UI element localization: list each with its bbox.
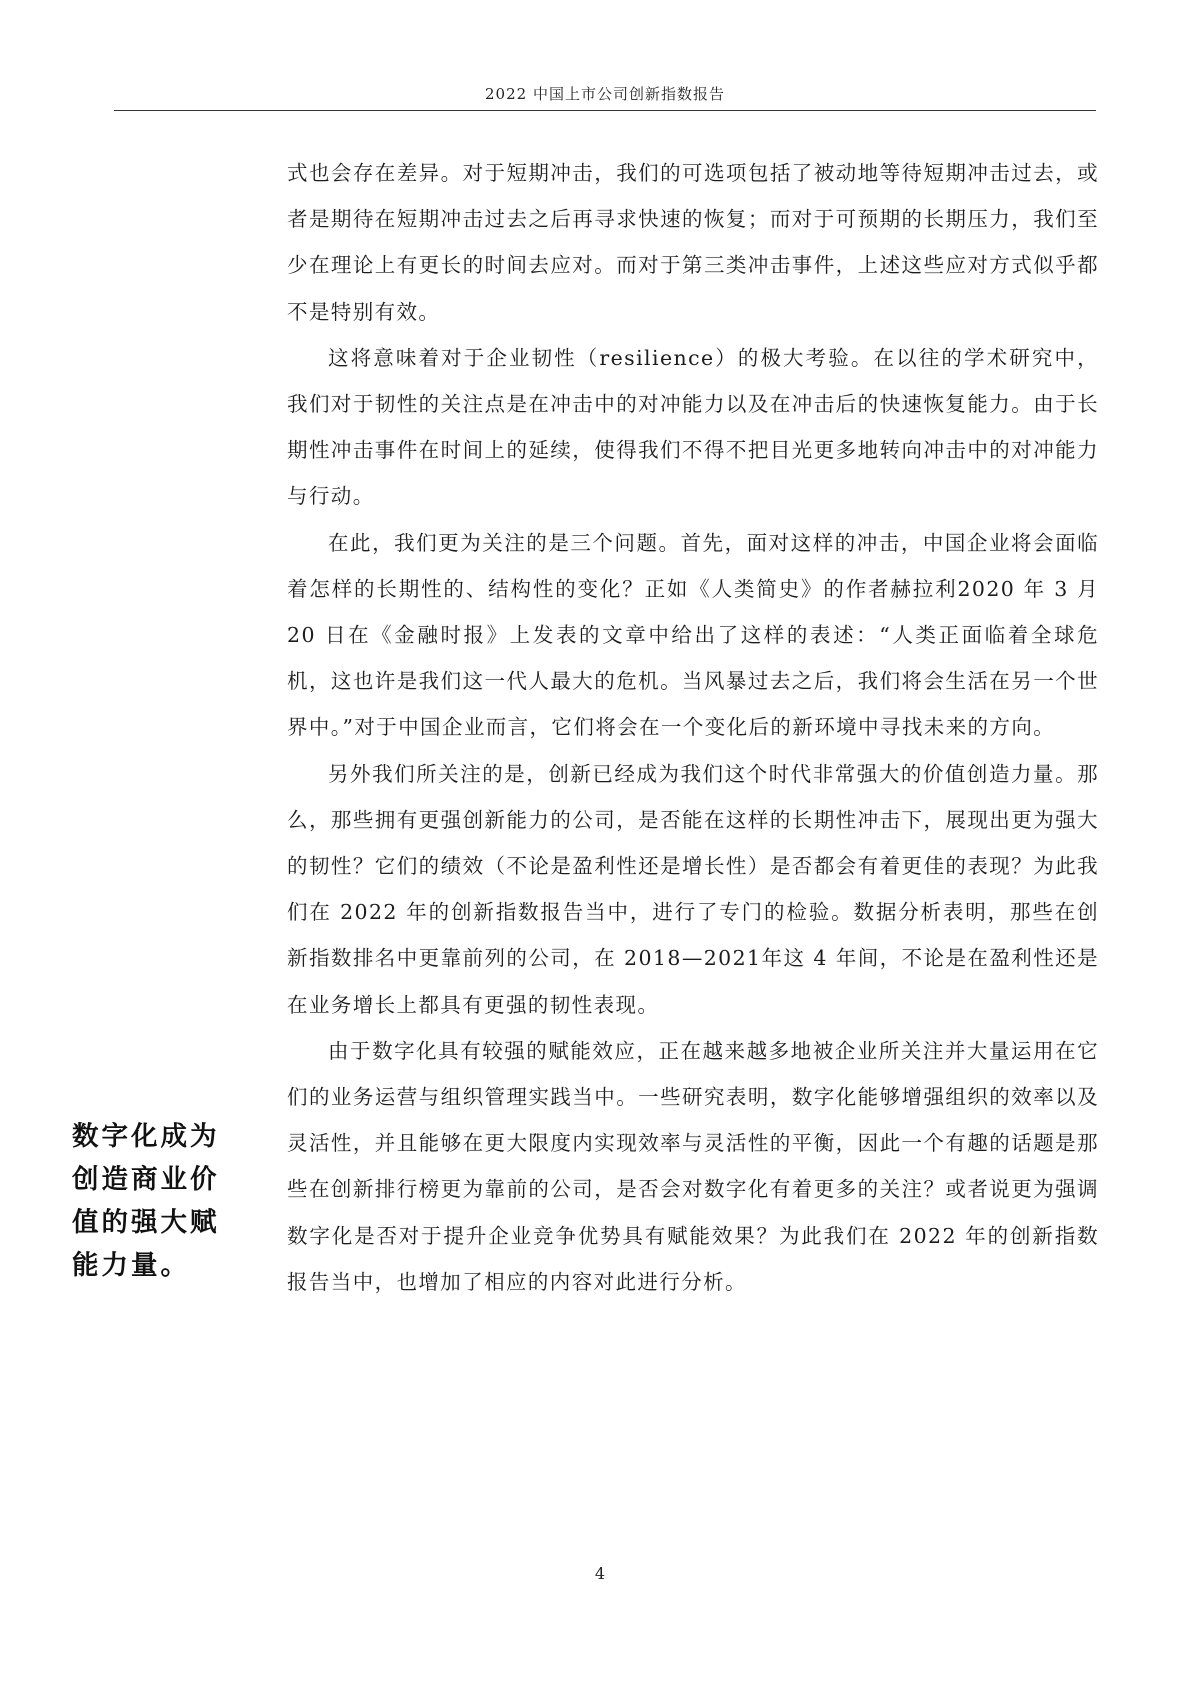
header-divider: [114, 110, 1096, 111]
paragraph-resilience: 这将意味着对于企业韧性（resilience）的极大考验。在以往的学术研究中，我们对于韧性的关注点是在冲击中的对冲能力以及在冲击后的快速恢复能力。由于长期性冲击事件在时间上的延续，使得我们不得不把目光更多地转向冲击中的对冲能力与行动。: [287, 345, 1099, 509]
paragraph-innovation: 另外我们所关注的是，创新已经成为我们这个时代非常强大的价值创造力量。那么，那些拥有更强创新能力的公司，是否能在这样的长期性冲击下，展现出更为强大的韧性？它们的绩效（不论是盈利性还是增长性）是否都会有着更佳的表现？为此我们在 2022 年的创新指数报告当中，进行了专门的检验。数据分析表明，那些在创新指数排名中更靠前列的公司，在 2018—2021年这 4 年间，不论是在盈利性还是在业务增长上都具有更强的韧性表现。: [287, 761, 1099, 1017]
body-text: [287, 150, 1099, 1305]
paragraph-digitalization: 由于数字化具有较强的赋能效应，正在越来越多地被企业所关注并大量运用在它们的业务运营与组织管理实践当中。一些研究表明，数字化能够增强组织的效率以及灵活性，并且能够在更大限度内实现效率与灵活性的平衡，因此一个有趣的话题是那些在创新排行榜更为靠前的公司，是否会对数字化有着更多的关注？或者说更为强调数字化是否对于提升企业竞争优势具有赋能效果？为此我们在 2022 年的创新指数报告当中，也增加了相应的内容对此进行分析。: [287, 1038, 1099, 1294]
running-header: 2022 中国上市公司创新指数报告: [485, 85, 725, 103]
paragraph-three-questions: 在此，我们更为关注的是三个问题。首先，面对这样的冲击，中国企业将会面临着怎样的长期性的、结构性的变化？正如《人类简史》的作者赫拉利2020 年 3 月 20 日在《金融时报》上发表的文章中给出了这样的表述：“人类正面临着全球危机，这也许是我们这一代人最大的危机。当风暴过去之后，我们将会生活在另一个世界中。”对于中国企业而言，它们将会在一个变化后的新环境中寻找未来的方向。: [287, 530, 1099, 740]
paragraph-continued: 式也会存在差异。对于短期冲击，我们的可选项包括了被动地等待短期冲击过去，或者是期待在短期冲击过去之后再寻求快速的恢复；而对于可预期的长期压力，我们至少在理论上有更长的时间去应对。而对于第三类冲击事件，上述这些应对方式似乎都不是特别有效。: [287, 161, 1099, 324]
margin-note: 数字化成为创造商业价值的强大赋能力量。: [72, 1121, 220, 1281]
page-number: 4: [594, 1564, 606, 1583]
